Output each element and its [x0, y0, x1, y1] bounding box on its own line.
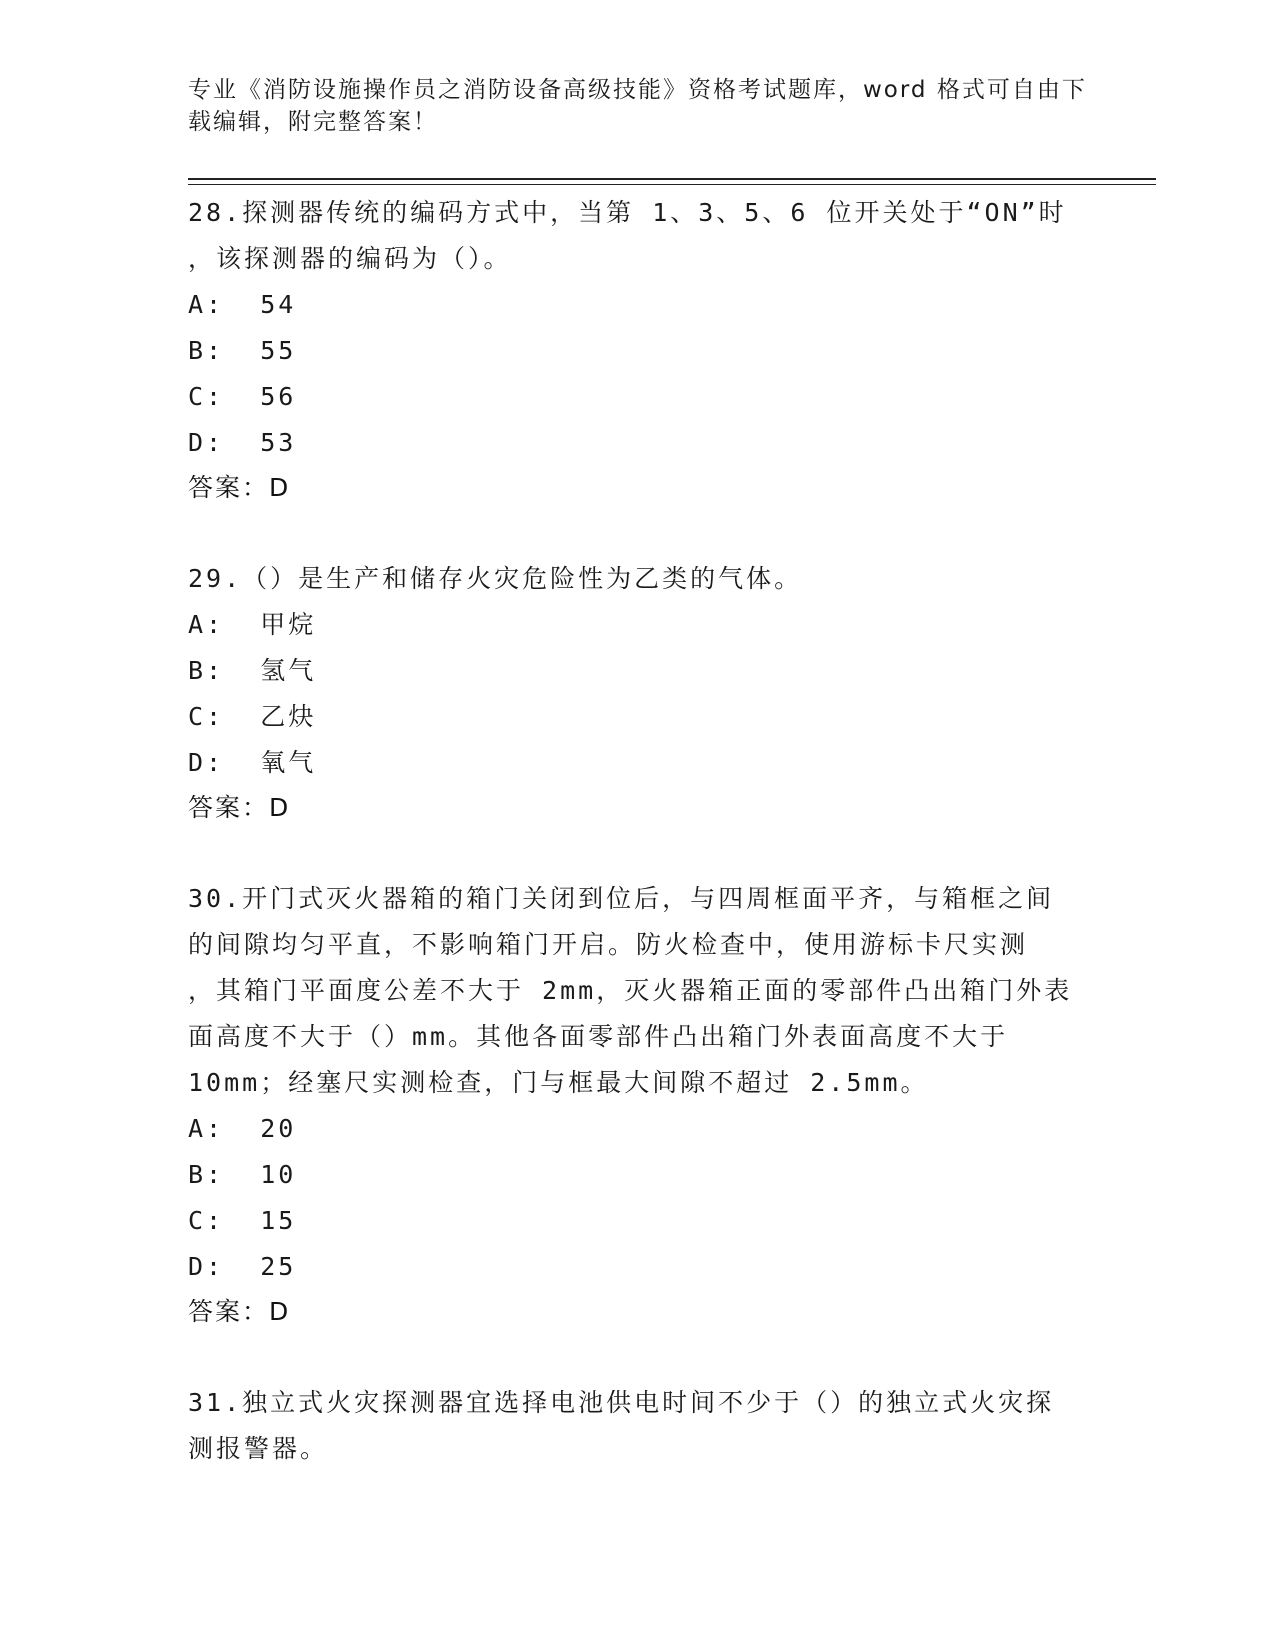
header-line-1: 专业《消防设施操作员之消防设备高级技能》资格考试题库，word 格式可自由下 — [188, 77, 1087, 103]
answer-label: 答案：D — [188, 1297, 291, 1326]
option-a: A: 20 — [188, 1114, 297, 1143]
option-d: D: 53 — [188, 428, 297, 457]
question-stem-line: ，该探测器的编码为（）。 — [188, 244, 512, 273]
question-stem-line: 31.独立式火灾探测器宜选择电池供电时间不少于（）的独立式火灾探 — [188, 1388, 1055, 1417]
question-30 — [188, 876, 1088, 1334]
option-b: B: 55 — [188, 336, 297, 365]
question-stem-line: 10mm；经塞尺实测检查，门与框最大间隙不超过 2.5mm。 — [188, 1068, 929, 1097]
option-b: B: 氢气 — [188, 656, 317, 685]
document-header — [188, 74, 1088, 138]
question-stem-line: 28.探测器传统的编码方式中，当第 1、3、5、6 位开关处于“ON”时 — [188, 198, 1067, 227]
question-list — [188, 190, 1088, 1518]
option-d: D: 25 — [188, 1252, 297, 1281]
question-29 — [188, 556, 1088, 830]
answer-label: 答案：D — [188, 473, 291, 502]
question-stem-line: 测报警器。 — [188, 1434, 329, 1463]
option-a: A: 54 — [188, 290, 297, 319]
header-line-2: 载编辑，附完整答案！ — [188, 109, 438, 135]
question-stem-line: 29.（）是生产和储存火灾危险性为乙类的气体。 — [188, 564, 803, 593]
option-c: C: 乙炔 — [188, 702, 317, 731]
question-31 — [188, 1380, 1088, 1472]
option-b: B: 10 — [188, 1160, 297, 1189]
question-28 — [188, 190, 1088, 510]
option-c: C: 15 — [188, 1206, 297, 1235]
header-divider-thick — [188, 178, 1156, 180]
option-a: A: 甲烷 — [188, 610, 317, 639]
header-divider-thin — [188, 184, 1156, 185]
question-stem-line: 30.开门式灭火器箱的箱门关闭到位后，与四周框面平齐，与箱框之间 — [188, 884, 1055, 913]
answer-label: 答案：D — [188, 793, 291, 822]
question-stem-line: ，其箱门平面度公差不大于 2mm，灭火器箱正面的零部件凸出箱门外表 — [188, 976, 1073, 1005]
option-d: D: 氧气 — [188, 748, 317, 777]
question-stem-line: 面高度不大于（）mm。其他各面零部件凸出箱门外表面高度不大于 — [188, 1022, 1009, 1051]
option-c: C: 56 — [188, 382, 297, 411]
question-stem-line: 的间隙均匀平直，不影响箱门开启。防火检查中，使用游标卡尺实测 — [188, 930, 1029, 959]
